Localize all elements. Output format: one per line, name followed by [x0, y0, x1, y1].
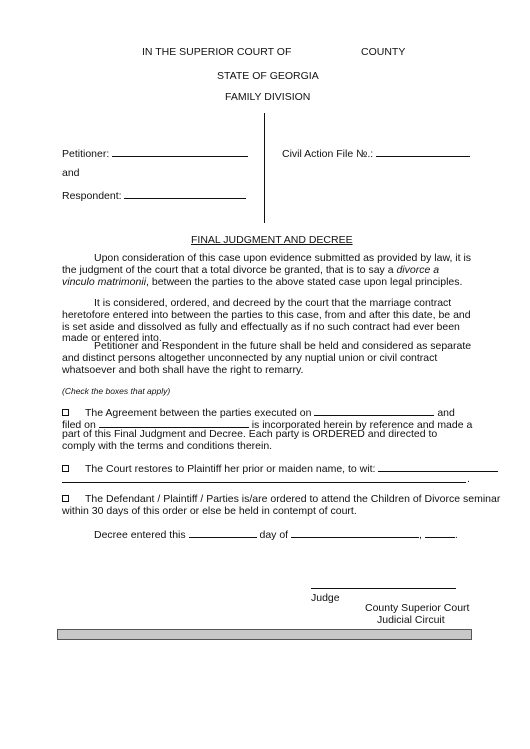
maiden-name-field[interactable] — [378, 461, 498, 472]
petitioner-row — [62, 146, 248, 160]
option-1-text-c: is incorporated herein by reference and made a — [251, 419, 473, 431]
state-heading: STATE OF GEORGIA — [217, 70, 319, 82]
petitioner-field[interactable] — [112, 146, 248, 157]
option-3-line-2: within 30 days of this order or else be held in contempt of court. — [62, 505, 357, 517]
respondent-row — [62, 188, 246, 202]
paragraph-1-lead: Upon consideration of this case upon evidence submitted as provided by law, it is the judgment of the court that a total divorce be granted, that is to say a — [62, 252, 472, 276]
paragraph-2: It is considered, ordered, and decreed by the court that the marriage contract heretofore entered into between the parties to this case, from and after this date, be and is set aside and dissolved as fully and effectually as if no such contract had ever been made or entered into. — [62, 297, 471, 345]
paragraph-3: Petitioner and Respondent in the future shall be held and considered as separate and distinct persons altogether unconnected by any nuptial union or civil contract whatsoever and both shall have the right to remarry. — [62, 340, 472, 376]
division-heading: FAMILY DIVISION — [225, 91, 311, 103]
option-2-text: The Court restores to Plaintiff her prior or maiden name, to wit: — [85, 463, 376, 475]
judge-label: Judge — [311, 592, 340, 604]
document-title: FINAL JUDGMENT AND DECREE — [191, 234, 353, 246]
check-note: (Check the boxes that apply) — [62, 386, 171, 396]
maiden-name-continuation-field[interactable] — [62, 482, 466, 483]
civil-action-row — [282, 146, 470, 160]
option-2-line — [62, 461, 498, 475]
and-label: and — [62, 167, 80, 179]
respondent-label: Respondent: — [62, 190, 122, 202]
county-heading: COUNTY — [361, 46, 406, 58]
judge-signature-line[interactable] — [311, 588, 456, 589]
judicial-circuit-label: Judicial Circuit — [377, 614, 445, 626]
option-3-text: The Defendant / Plaintiff / Parties is/are ordered to attend the Children of Divorce seminar — [85, 493, 501, 505]
paragraph-1 — [62, 253, 472, 288]
decree-day-field[interactable] — [189, 527, 257, 538]
decree-period: . — [454, 529, 458, 541]
option-2-end: . — [467, 473, 470, 485]
caption-divider — [264, 113, 265, 223]
filed-date-field[interactable] — [99, 417, 249, 428]
option-3-line-1 — [62, 493, 500, 505]
county-court-label: County Superior Court — [365, 602, 470, 614]
decree-entered-label: Decree entered this — [94, 529, 186, 541]
option-1-filed-label: filed on — [62, 419, 96, 431]
option-1-checkbox[interactable] — [62, 409, 69, 416]
option-1-text-a: The Agreement between the parties executed on — [85, 407, 312, 419]
option-1-text-b: and — [437, 407, 455, 419]
paragraph-1-italic: divorce a vinculo matrimonii — [62, 263, 440, 288]
decree-comma: , — [419, 529, 422, 541]
petitioner-label: Petitioner: — [62, 148, 110, 160]
footer-shaded-bar — [57, 629, 472, 640]
civil-action-field[interactable] — [376, 146, 470, 157]
option-2-checkbox[interactable] — [62, 465, 69, 472]
option-3-checkbox[interactable] — [62, 495, 69, 502]
decree-dayof-label: day of — [259, 529, 289, 541]
option-1-rest: part of this Final Judgment and Decree. Each party is ORDERED and directed to comply with the terms and conditions therein. — [62, 428, 438, 452]
respondent-field[interactable] — [124, 188, 246, 199]
decree-month-field[interactable] — [291, 527, 419, 538]
paragraph-1-tail: , between the parties to the above stated case upon legal principles. — [146, 275, 463, 288]
court-heading: IN THE SUPERIOR COURT OF — [142, 46, 292, 58]
decree-year-field[interactable] — [425, 527, 455, 538]
decree-entered-row — [94, 527, 458, 541]
agreement-date-field[interactable] — [314, 405, 434, 416]
civil-action-label: Civil Action File №.: — [282, 148, 374, 160]
